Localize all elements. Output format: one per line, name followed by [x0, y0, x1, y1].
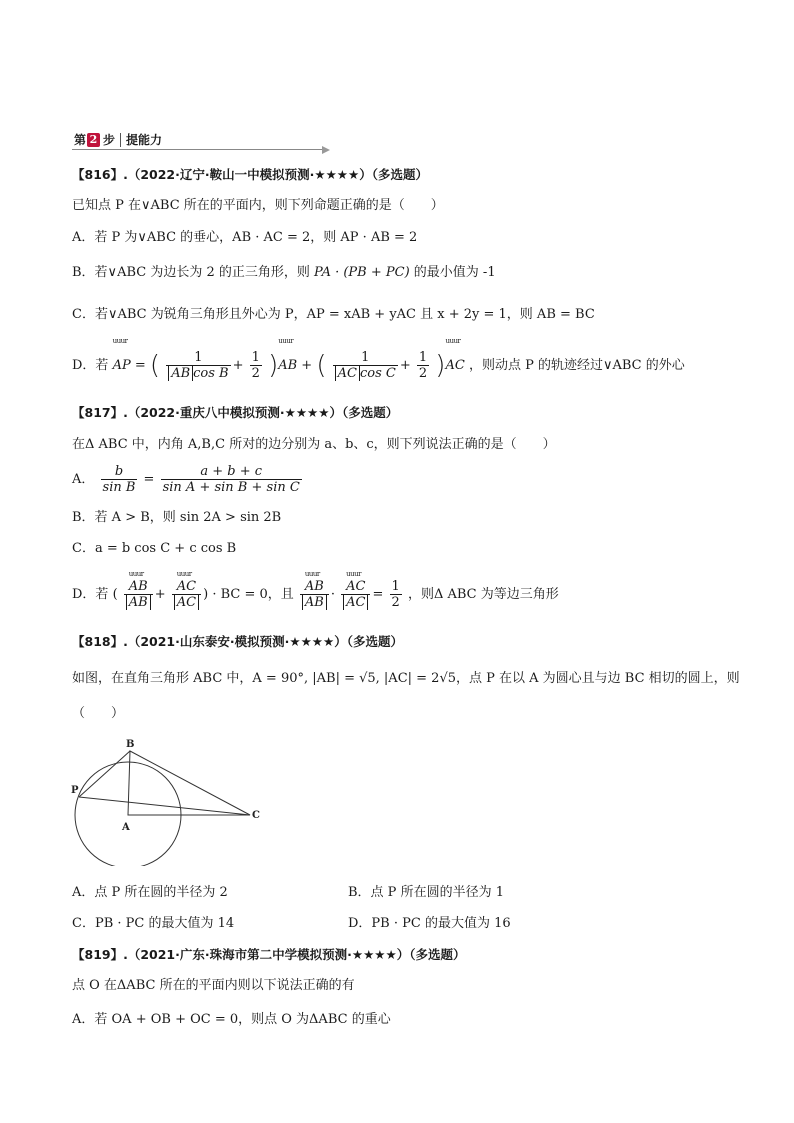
paren-close-2: ): [435, 350, 446, 381]
step-arrow-icon: [322, 146, 330, 154]
frac-unit-ac: uuur $\frac{AC}{AC}$: [172, 579, 201, 610]
segment-pb: [79, 751, 130, 797]
q817-stem: 在Δ ABC 中，内角 A,B,C 所对的边分别为 a、b、c，则下列说法正确的是（ ）: [72, 437, 556, 452]
q816-option-b-pre: B．若∨ABC 为边长为 2 的正三角形，则: [72, 265, 310, 280]
q819-stem: 点 O 在ΔABC 所在的平面内则以下说法正确的有: [72, 978, 355, 993]
frac-sum-sines: $\frac{a + b + c}{\text{sin A + sin B + sin C}}$: [162, 464, 300, 495]
label-b: B: [126, 739, 135, 750]
frac-half-1: $\frac{1}{2}$: [251, 350, 260, 381]
paren-open-2: (: [316, 350, 327, 381]
q816-option-d: D．若 uuur AP = ( $\frac{1}{\text{AB cos B}}$ + $\frac{1}{2}$ )uuur AB + ( $\frac{1}{\text{AC cos C}}$ + $\frac{1}{2}$ )uuur AC ，则动点 P 的轨迹经过∨ABC 的外心: [72, 346, 685, 386]
q816-option-b: [72, 264, 496, 282]
paren-close: ): [268, 350, 279, 381]
step-number-badge: 2: [87, 133, 100, 147]
label-c: C: [252, 810, 260, 821]
q818-stem-line2: （ ）: [72, 706, 125, 721]
q816-option-a: A．若 P 为∨ABC 的垂心，AB · AC = 2，则 AP · AB = 2: [72, 230, 418, 245]
segment-pc: [79, 797, 250, 815]
frac-one-half: $\frac{1}{2}$: [391, 579, 400, 610]
q818-option-d: D．PB · PC 的最大值为 16: [348, 916, 511, 931]
frac-half-2: $\frac{1}{2}$: [418, 350, 428, 381]
frac-unit-ab: uuur $\frac{AB}{AB}$: [124, 579, 153, 610]
step-header: [72, 132, 330, 152]
q818-figure: [70, 734, 270, 866]
vec-ap: uuur AP: [113, 346, 131, 386]
step-title: 提能力: [126, 133, 163, 147]
frac-unit-ac-2: uuur $\frac{AC}{AC}$: [341, 579, 370, 610]
step-underline: [72, 149, 322, 150]
q817-option-c: C．a = b cos C + c cos B: [72, 541, 237, 556]
q818-option-b: B．点 P 所在圆的半径为 1: [348, 885, 504, 900]
frac-ac-cosc: $\frac{1}{\text{AC cos C}}$: [333, 350, 398, 381]
q818-option-c: C．PB · PC 的最大值为 14: [72, 916, 235, 931]
step-prefix: 第: [74, 133, 87, 147]
q816-option-d-post: ，则动点 P 的轨迹经过∨ABC 的外心: [468, 358, 685, 373]
paren-open: (: [149, 350, 161, 381]
q819-header: 【819】.（2021·广东·珠海市第二中学模拟预测·★★★★）（多选题）: [72, 947, 466, 962]
q816-header: 【816】.（2022·辽宁·鞍山一中模拟预测·★★★★）（多选题）: [72, 167, 428, 182]
q819-option-a: A．若 OA + OB + OC = 0，则点 O 为ΔABC 的重心: [72, 1012, 391, 1027]
q818-option-a: A．点 P 所在圆的半径为 2: [72, 885, 228, 900]
q818-header: 【818】.（2021·山东泰安·模拟预测·★★★★）（多选题）: [72, 634, 403, 649]
q817-header: 【817】.（2022·重庆八中模拟预测·★★★★）（多选题）: [72, 405, 399, 420]
label-a: A: [122, 822, 130, 833]
q816-stem: 已知点 P 在∨ABC 所在的平面内，则下列命题正确的是（ ）: [72, 198, 444, 213]
vec-ac: uuur AC: [445, 346, 464, 386]
q816-option-b-post: 的最小值为 -1: [413, 265, 496, 280]
q816-option-d-pre: D．若: [72, 358, 109, 373]
step-divider: [120, 133, 121, 147]
frac-unit-ab-2: uuur $\frac{AB}{AB}$: [300, 579, 329, 610]
frac-ab-cosb: $\frac{1}{\text{AB cos B}}$: [166, 350, 230, 381]
step-suffix: 步: [103, 133, 116, 147]
triangle-abc: [128, 751, 250, 815]
q818-stem-line1: 如图，在直角三角形 ABC 中，A = 90°, |AB| = √5, |AC| = 2√5，点 P 在以 A 为圆心且与边 BC 相切的圆上，则: [72, 671, 740, 686]
q816-option-c: C．若∨ABC 为锐角三角形且外心为 P，AP = xAB + yAC 且 x + 2y = 1，则 AB = BC: [72, 307, 595, 322]
vec-ab: uuur AB: [278, 346, 297, 386]
q816-option-b-expr: PA · (PB + PC): [314, 265, 410, 280]
q817-option-b: B．若 A > B，则 sin 2A > sin 2B: [72, 510, 282, 525]
label-p: P: [71, 785, 79, 796]
q817-option-a: A． $\frac{b}{\text{sin B}}$ = $\frac{a + b + c}{\text{sin A + sin B + sin C}}$: [72, 464, 300, 495]
frac-b-sinb: $\frac{b}{\text{sin B}}$: [102, 464, 136, 495]
q817-option-d: D．若 ( uuur $\frac{AB}{AB}$ + uuur $\frac{AC}{AC}$ ) · BC = 0，且 uuur $\frac{AB}{AB}$ · uuur $\frac{AC}{AC}$ = $\frac{1}{2}$ ，则Δ ABC 为等边三角形: [72, 574, 559, 616]
